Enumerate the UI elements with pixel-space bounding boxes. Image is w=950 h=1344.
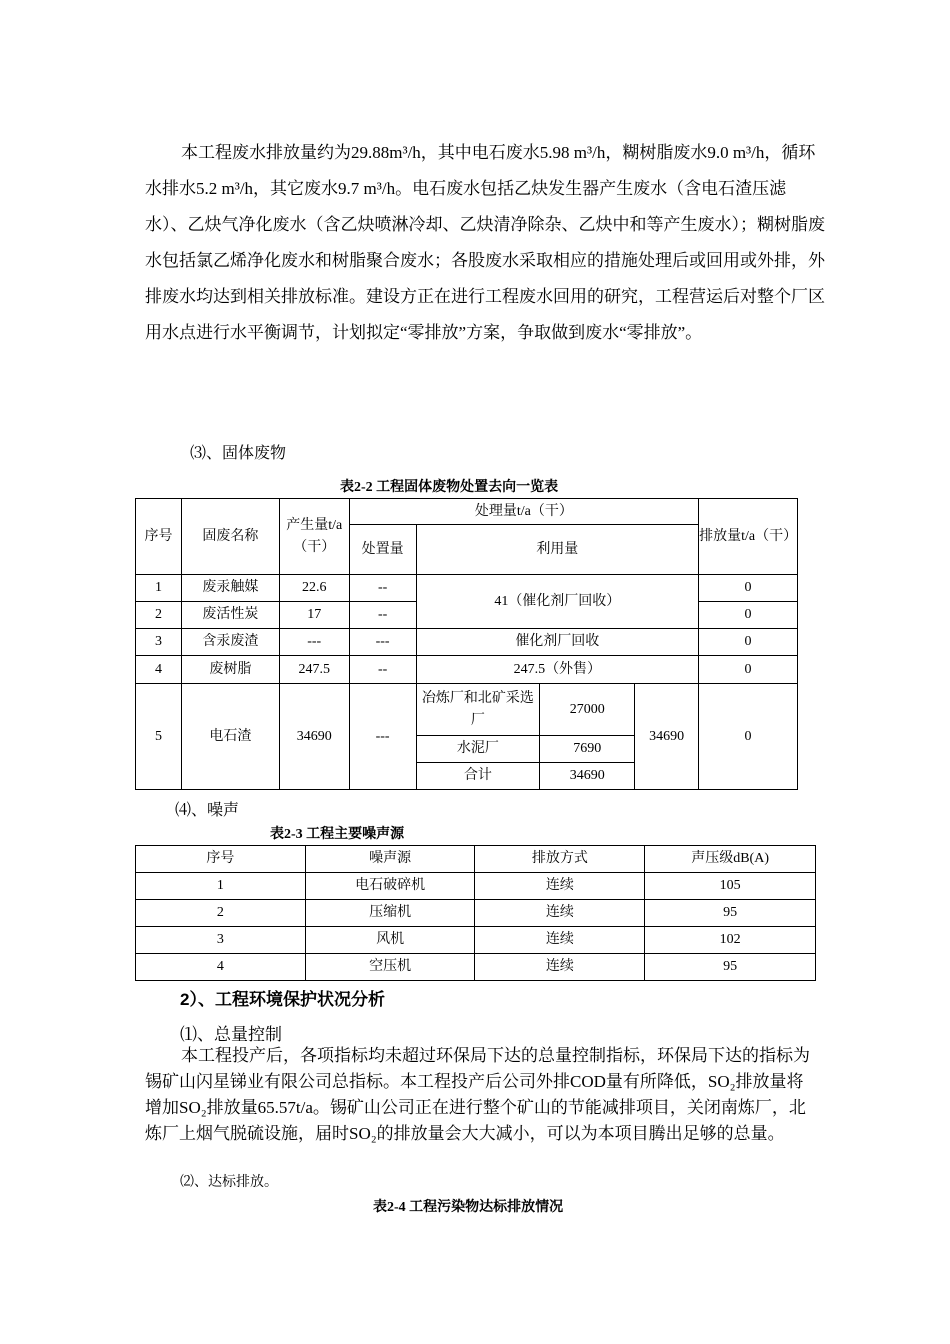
t23-cell: 风机 [305, 927, 475, 954]
row3-emit: 0 [699, 629, 798, 656]
t23-cell: 105 [645, 873, 816, 900]
row2-name: 废活性炭 [181, 602, 279, 629]
row4-emit: 0 [699, 656, 798, 684]
t23-cell: 102 [645, 927, 816, 954]
t23-header-level: 声压级dB(A) [645, 846, 816, 873]
t23-cell: 空压机 [305, 954, 475, 981]
t23-header-seq: 序号 [136, 846, 306, 873]
t23-cell: 95 [645, 900, 816, 927]
t23-header-mode: 排放方式 [475, 846, 645, 873]
header-treat: 处理量t/a（干） [349, 499, 698, 525]
row2-emit: 0 [699, 602, 798, 629]
t23-cell: 连续 [475, 900, 645, 927]
row5-user2-value: 7690 [540, 736, 635, 763]
table-2-2-caption: 表2-2 工程固体废物处置去向一览表 [340, 480, 559, 495]
row1-seq: 1 [136, 575, 182, 602]
table-row [136, 873, 816, 900]
t23-header-source: 噪声源 [305, 846, 475, 873]
row4-use: 247.5（外售） [416, 656, 699, 684]
row1-prod: 22.6 [279, 575, 349, 602]
section-solid-waste: ⑶、固体废物 [190, 445, 287, 462]
row3-name: 含汞废渣 [181, 629, 279, 656]
header-seq: 序号 [136, 499, 182, 575]
header-use: 利用量 [416, 525, 699, 575]
header-emit: 排放量t/a（干） [699, 499, 798, 575]
table-2-3-caption: 表2-3 工程主要噪声源 [270, 827, 405, 842]
t23-cell: 2 [136, 900, 306, 927]
row5-name: 电石渣 [181, 684, 279, 790]
section-noise: ⑷、噪声 [175, 802, 240, 819]
row2-seq: 2 [136, 602, 182, 629]
t23-cell: 压缩机 [305, 900, 475, 927]
row1-name: 废汞触媒 [181, 575, 279, 602]
t23-cell: 连续 [475, 873, 645, 900]
row5-use-total: 34690 [635, 684, 699, 790]
row3-dispose: --- [349, 629, 416, 656]
row1-dispose: -- [349, 575, 416, 602]
intro-paragraph: 本工程废水排放量约为29.88m³/h，其中电石废水5.98 m³/h，糊树脂废水9.0 m³/h，循环水排水5.2 m³/h，其它废水9.7 m³/h。电石废水包括乙炔发生器产生废水（含电石渣压滤水）、乙炔气净化废水（含乙炔喷淋冷却、乙炔清净除杂、乙炔中和等产生废水）；糊树脂废水包括氯乙烯净化废水和树脂聚合废水；各股废水采取相应的措施处理后或回用或外排，外排废水均达到相关排放标准。建设方正在进行工程废水回用的研究，工程营运后对整个厂区用水点进行水平衡调节，计划拟定“零排放”方案，争取做到废水“零排放”。 [145, 143, 825, 342]
header-dispose: 处置量 [349, 525, 416, 575]
t23-cell: 4 [136, 954, 306, 981]
row2-dispose: -- [349, 602, 416, 629]
row5-prod: 34690 [279, 684, 349, 790]
t23-cell: 连续 [475, 954, 645, 981]
section-heading-env: 2）、工程环境保护状况分析 [180, 990, 385, 1009]
row5-user2: 水泥厂 [416, 736, 540, 763]
row4-seq: 4 [136, 656, 182, 684]
t23-cell: 电石破碎机 [305, 873, 475, 900]
row5-dispose: --- [349, 684, 416, 790]
total-control-paragraph: 本工程投产后，各项指标均未超过环保局下达的总量控制指标，环保局下达的指标为锡矿山闪星锑业有限公司总指标。本工程投产后公司外排COD量有所降低，SO₂排放量将增加SO₂排放量65.57t/a。锡矿山公司正在进行整个矿山的节能减排项目，关闭南炼厂，北炼厂上烟气脱硫设施，届时SO₂的排放量会大大减小，可以为本项目腾出足够的总量。 [145, 1046, 810, 1143]
table-2-2 [135, 498, 798, 790]
row3-seq: 3 [136, 629, 182, 656]
t23-cell: 3 [136, 927, 306, 954]
row3-use: 催化剂厂回收 [416, 629, 699, 656]
subsection-compliance: ⑵、达标排放。 [180, 1175, 278, 1190]
row5-emit: 0 [699, 684, 798, 790]
row2-prod: 17 [279, 602, 349, 629]
t23-cell: 1 [136, 873, 306, 900]
table-row [136, 954, 816, 981]
table-2-4-caption: 表2-4 工程污染物达标排放情况 [373, 1200, 564, 1215]
row4-dispose: -- [349, 656, 416, 684]
row5-user1: 冶炼厂和北矿采选厂 [416, 684, 540, 736]
table-2-3 [135, 845, 816, 981]
subsection-total-control: ⑴、总量控制 [180, 1025, 282, 1044]
table-row [136, 927, 816, 954]
row5-subtotal-value: 34690 [540, 763, 635, 790]
table-row [136, 900, 816, 927]
row12-use: 41（催化剂厂回收） [416, 575, 699, 629]
row4-prod: 247.5 [279, 656, 349, 684]
row5-user1-value: 27000 [540, 684, 635, 736]
row3-prod: --- [279, 629, 349, 656]
t23-cell: 连续 [475, 927, 645, 954]
t23-cell: 95 [645, 954, 816, 981]
row5-seq: 5 [136, 684, 182, 790]
row1-emit: 0 [699, 575, 798, 602]
row5-subtotal-label: 合计 [416, 763, 540, 790]
row4-name: 废树脂 [181, 656, 279, 684]
header-produce: 产生量t/a（干） [279, 499, 349, 575]
header-name: 固废名称 [181, 499, 279, 575]
